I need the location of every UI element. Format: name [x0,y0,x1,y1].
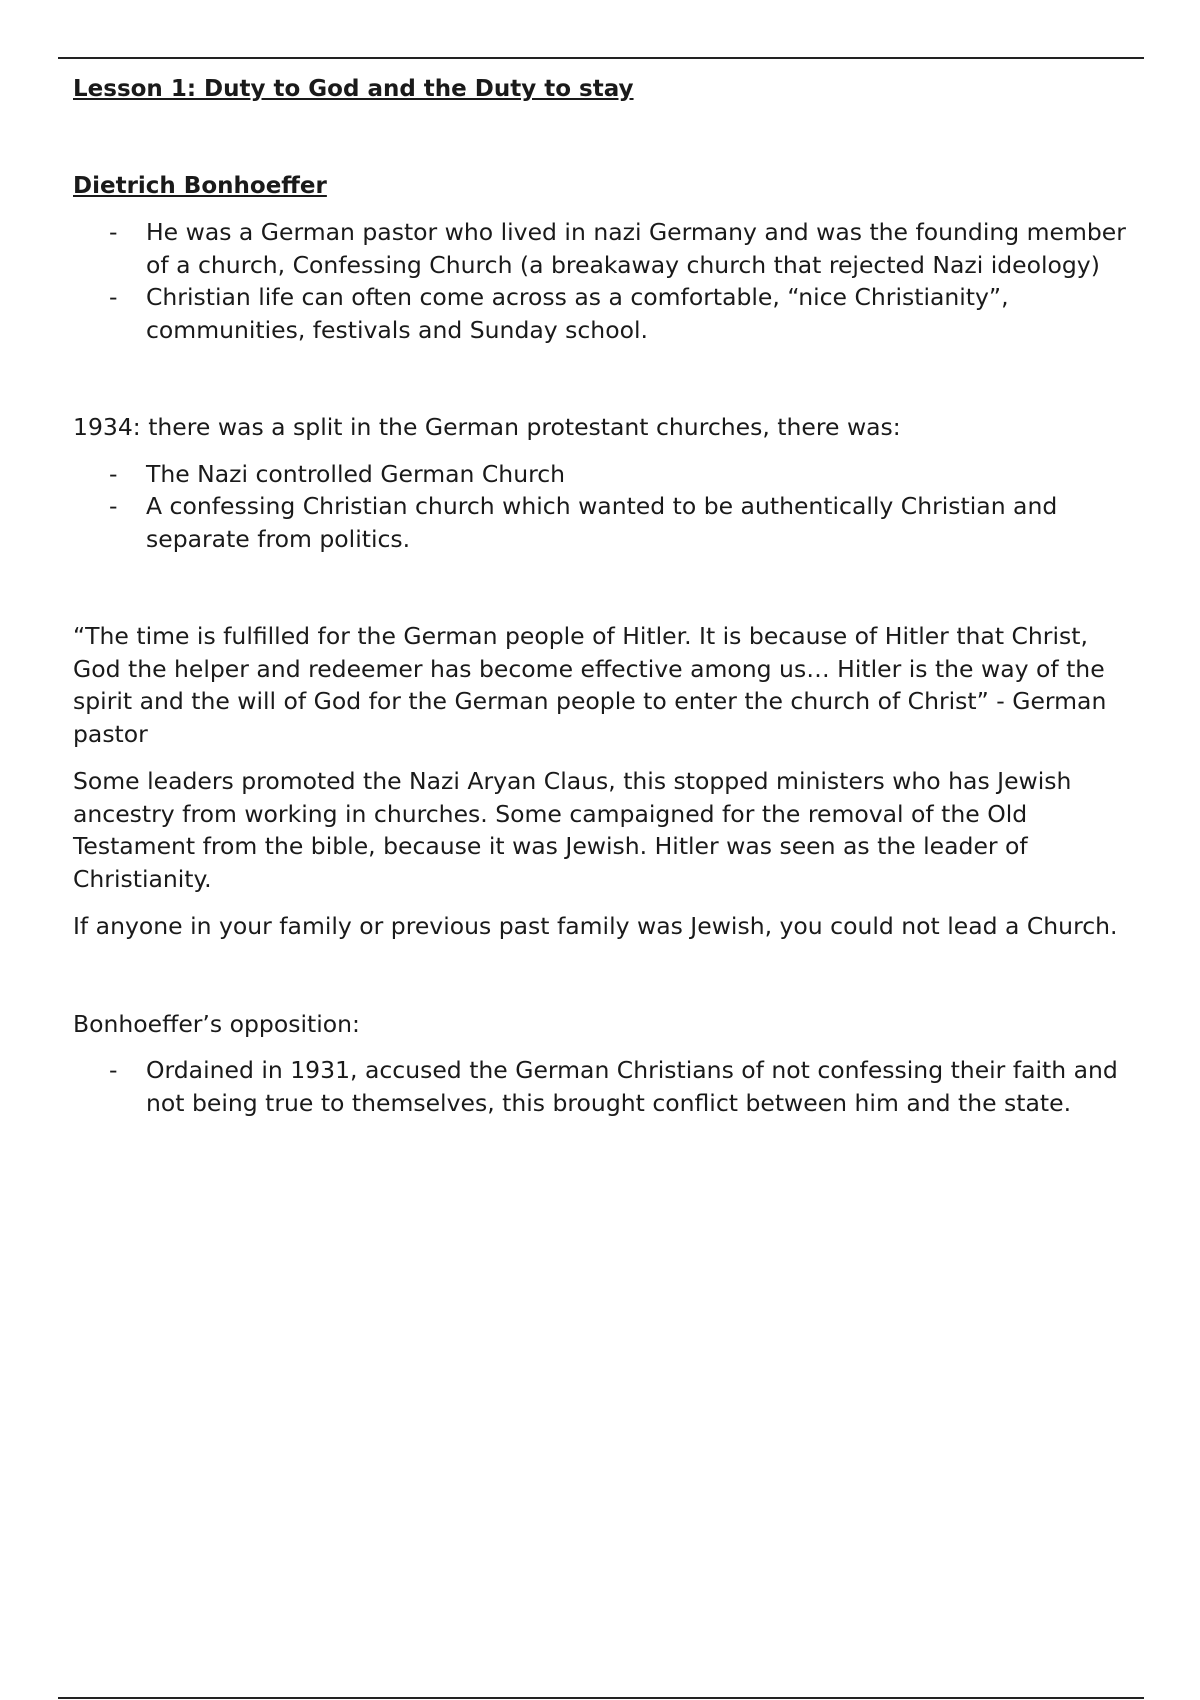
split-intro: 1934: there was a split in the German protestant churches, there was: [73,413,901,441]
list-item: - Christian life can often come across as a comfortable, “nice Christianity”, communities, festivals and Sunday school. [73,281,1133,346]
lesson-title: Lesson 1: Duty to God and the Duty to stay [73,76,634,102]
aryan-paragraph: Some leaders promoted the Nazi Aryan Claus, this stopped ministers who has Jewish ancestry from working in churches. Some campaigned for the removal of the Old Testament from the bible, because it was Jewish. Hitler was seen as the leader of Christianity. [73,767,1072,893]
list-item: - Ordained in 1931, accused the German Christians of not confessing their faith and not being true to themselves, this brought conflict between him and the state. [73,1054,1133,1119]
pastor-quote: “The time is fulfilled for the German people of Hitler. It is because of Hitler that Christ, God the helper and redeemer has become effective among us… Hitler is the way of the spirit and the will of God for the German people to enter the church of Christ” - German pastor [73,622,1107,748]
opposition-list [73,1054,1133,1119]
footer-rule [58,1697,1144,1699]
opposition-heading: Bonhoeffer’s opposition: [73,1009,360,1038]
bonhoeffer-list [73,216,1133,346]
list-item: - He was a German pastor who lived in nazi Germany and was the founding member of a church, Confessing Church (a breakaway church that rejected Nazi ideology) [73,216,1133,281]
split-list [73,458,1133,556]
document-page [73,70,1133,1119]
list-item: - A confessing Christian church which wanted to be authentically Christian and separate from politics. [73,490,1133,555]
header-rule [58,57,1144,59]
section-heading: Dietrich Bonhoeffer [73,172,327,199]
family-paragraph: If anyone in your family or previous past family was Jewish, you could not lead a Church. [73,912,1118,940]
list-item: - The Nazi controlled German Church [73,458,1133,491]
